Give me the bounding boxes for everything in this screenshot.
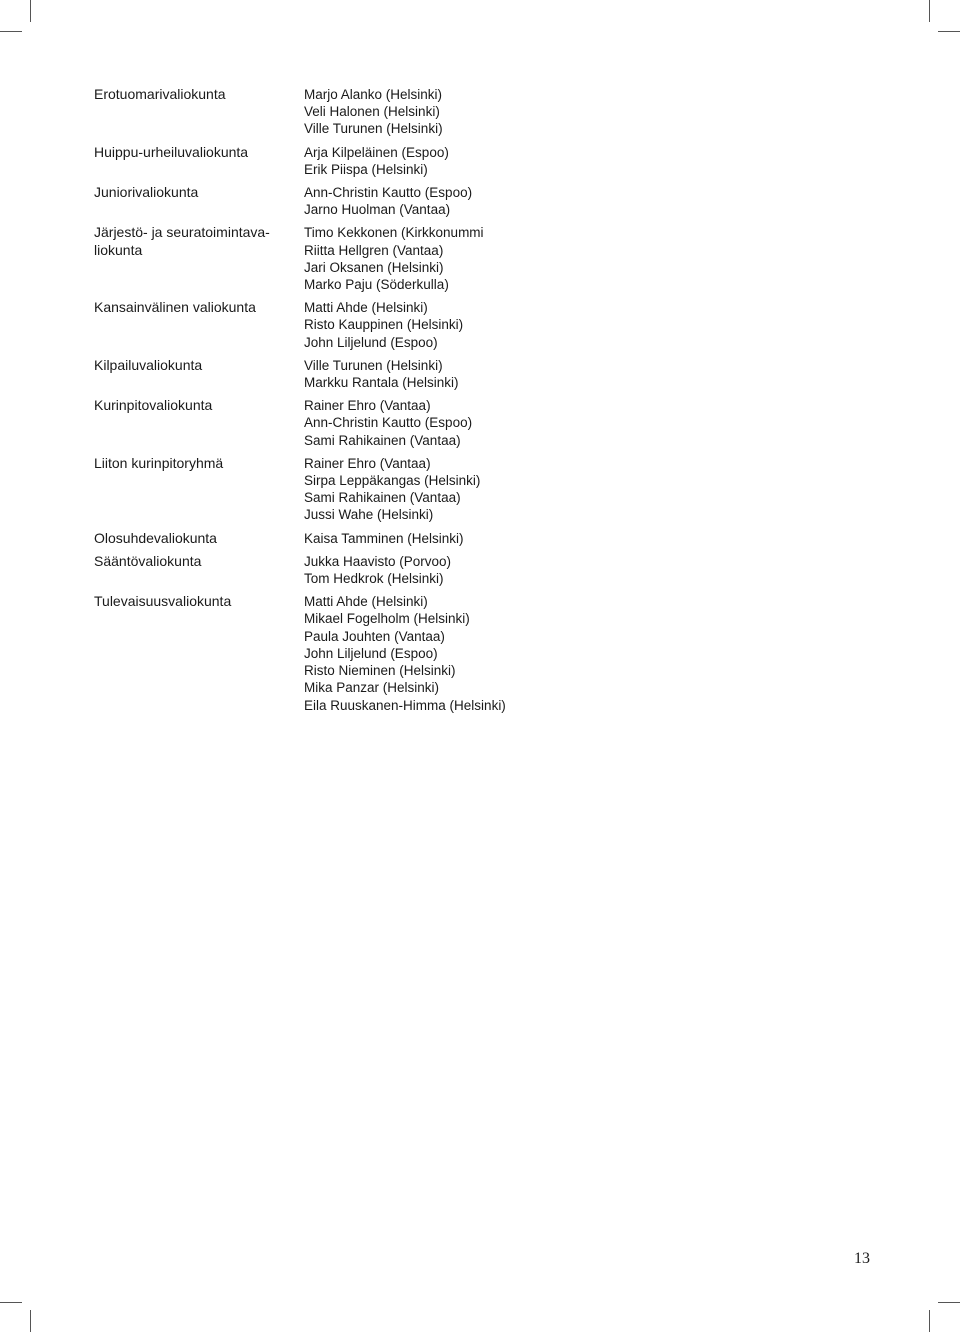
member: John Liljelund (Espoo) [304,645,438,661]
member: Jari Oksanen (Helsinki) [304,259,444,275]
member: Kaisa Tamminen (Helsinki) [304,530,464,546]
committee-row [94,86,654,138]
committee-name: Erotuomarivaliokunta [94,86,226,102]
member: Risto Nieminen (Helsinki) [304,663,456,679]
committee-row [94,224,654,293]
member-list [304,184,472,218]
member: John Liljelund (Espoo) [304,334,438,350]
crop-mark [30,1310,31,1332]
member: Risto Kauppinen (Helsinki) [304,317,464,333]
committee-name: Sääntövaliokunta [94,552,202,569]
member: Jarno Huolman (Vantaa) [304,202,451,218]
member: Ville Turunen (Helsinki) [304,357,443,373]
member-list [304,397,472,449]
member: Ann-Christin Kautto (Espoo) [304,185,473,201]
committee-row [94,553,654,587]
committee-row [94,530,654,547]
member: Paula Jouhten (Vantaa) [304,628,445,644]
crop-mark [938,1302,960,1303]
committee-row [94,455,654,524]
committee-row [94,144,654,178]
crop-mark [929,0,930,22]
committee-list [94,86,654,720]
member: Erik Piispa (Helsinki) [304,161,428,177]
member: Mikael Fogelholm (Helsinki) [304,611,470,627]
member-list [304,299,463,351]
member: Eila Ruuskanen-Himma (Helsinki) [304,697,506,713]
crop-mark [0,31,22,32]
committee-name: Tulevaisuusvaliokunta [94,593,232,610]
committee-name-line: liokunta [94,241,143,258]
committee-name: Juniorivaliokunta [94,184,199,201]
member: Sirpa Leppäkangas (Helsinki) [304,473,481,489]
member-list [304,530,464,547]
committee-name-line: Järjestö- ja seuratoimintava- [94,224,270,241]
committee-name: Olosuhdevaliokunta [94,529,217,546]
member: Marjo Alanko (Helsinki) [304,87,443,102]
member-list [304,357,459,391]
member-list [304,553,451,587]
crop-mark [938,31,960,32]
member: Marko Paju (Söderkulla) [304,277,449,293]
crop-mark [0,1302,22,1303]
committee-name: Kurinpitovaliokunta [94,397,213,414]
committee-row [94,184,654,218]
member: Ville Turunen (Helsinki) [304,121,443,137]
member: Sami Rahikainen (Vantaa) [304,432,461,448]
member: Matti Ahde (Helsinki) [304,300,428,316]
member: Ann-Christin Kautto (Espoo) [304,415,473,431]
member: Timo Kekkonen (Kirkkonummi [304,225,484,241]
committee-name: Huippu-urheiluvaliokunta [94,143,249,160]
crop-mark [30,0,31,22]
member: Sami Rahikainen (Vantaa) [304,490,461,506]
member: Matti Ahde (Helsinki) [304,594,428,610]
committee-row [94,397,654,449]
committee-row [94,299,654,351]
member: Mika Panzar (Helsinki) [304,680,440,696]
member: Rainer Ehro (Vantaa) [304,455,431,471]
committee-name: Liiton kurinpitoryhmä [94,454,224,471]
committee-name [94,224,304,293]
crop-mark [929,1310,930,1332]
committee-name: Kilpailuvaliokunta [94,356,203,373]
member-list [304,455,480,524]
member: Riitta Hellgren (Vantaa) [304,242,444,258]
member-list [304,86,443,138]
member: Veli Halonen (Helsinki) [304,104,440,120]
member: Tom Hedkrok (Helsinki) [304,571,444,587]
member-list [304,144,449,178]
committee-name: Kansainvälinen valiokunta [94,299,256,316]
member: Jukka Haavisto (Porvoo) [304,553,452,569]
member-list [304,593,506,713]
member: Jussi Wahe (Helsinki) [304,507,434,523]
page-number: 13 [854,1250,870,1267]
committee-row [94,357,654,391]
committee-row [94,593,654,713]
member-list [304,224,484,293]
member: Arja Kilpeläinen (Espoo) [304,144,449,160]
member: Rainer Ehro (Vantaa) [304,398,431,414]
member: Markku Rantala (Helsinki) [304,375,459,391]
